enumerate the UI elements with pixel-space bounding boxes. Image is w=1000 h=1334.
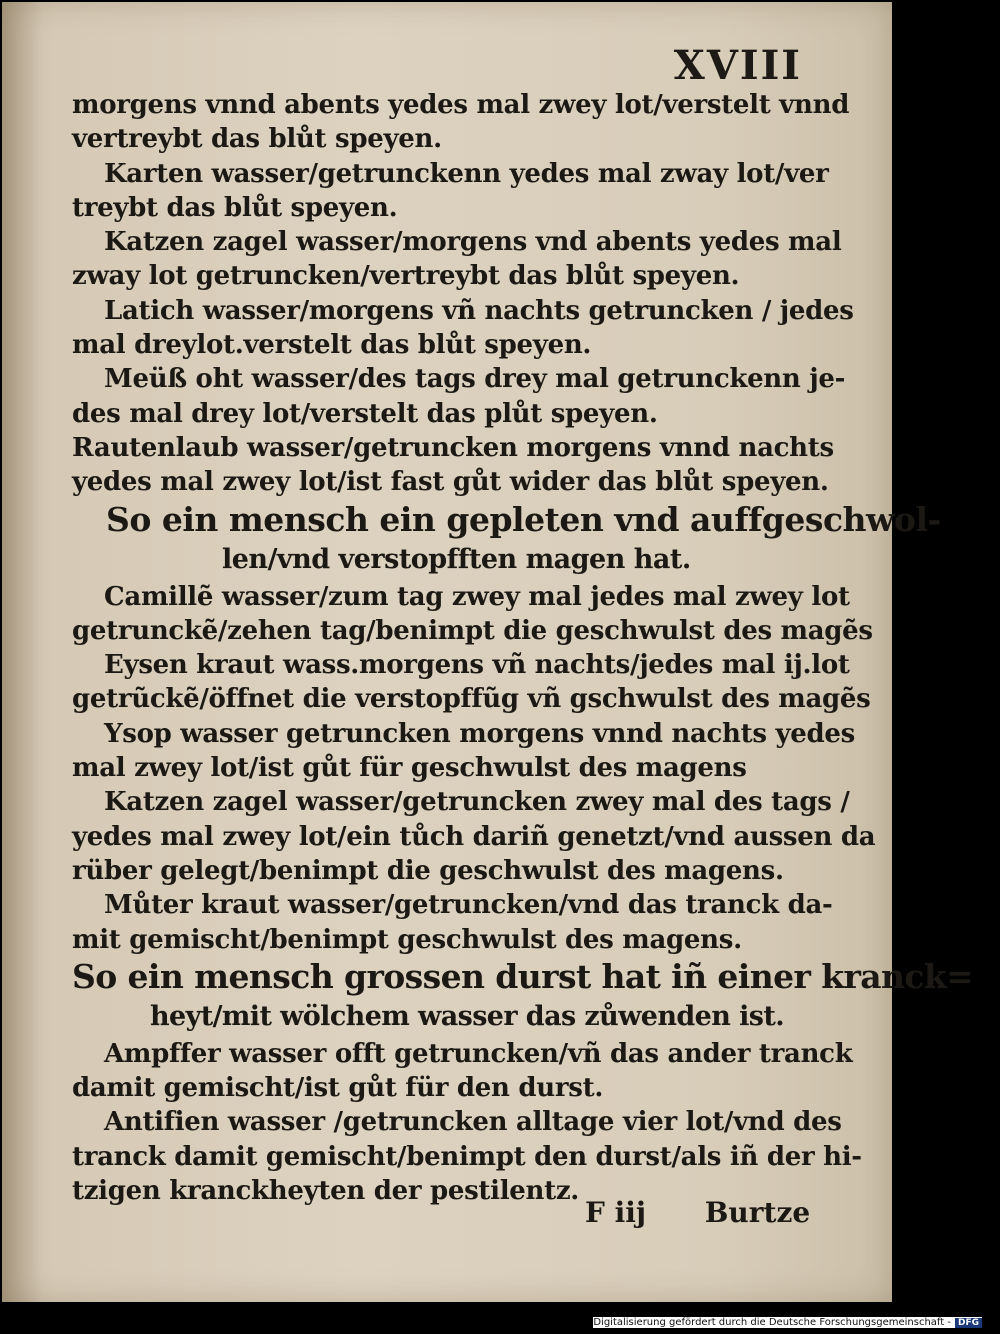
- text-line: Katzen zagel wasser/morgens vnd abents yedes mal: [104, 227, 842, 258]
- book-page: [2, 2, 974, 1302]
- text-line: Karten wasser/getrunckenn yedes mal zway lot/ver: [104, 158, 829, 189]
- text-line: mal zwey lot/ist gůt für geschwulst des magens: [72, 753, 747, 784]
- section-heading-stomach: [72, 499, 941, 575]
- digitization-credit: [593, 1317, 982, 1328]
- heading-line: len/vnd verstopfften magen hat.: [222, 543, 691, 575]
- catchword: Burtze: [704, 1196, 811, 1229]
- heading-line: So ein mensch grossen durst hat iñ einer kranck=: [72, 956, 974, 996]
- heading-line: So ein mensch ein gepleten vnd auffgeschwol-: [106, 499, 941, 539]
- credit-text: Digitalisierung gefördert durch die Deutsche Forschungsgemeinschaft -: [593, 1317, 951, 1328]
- text-line: Katzen zagel wasser/getruncken zwey mal des tags /: [104, 787, 850, 818]
- text-line: zway lot getruncken/vertreybt das blůt speyen.: [72, 261, 740, 292]
- text-line: mit gemischt/benimpt geschwulst des magens.: [72, 924, 742, 955]
- text-line: yedes mal zwey lot/ein tůch dariñ genetzt/vnd aussen da: [72, 821, 876, 852]
- text-line: treybt das blůt speyen.: [72, 192, 398, 223]
- text-line: getrũckẽ/öffnet die verstopffũg vñ gschwulst des magẽs: [72, 684, 871, 715]
- page-text: [72, 88, 974, 1208]
- text-line: Ysop wasser getruncken morgens vnnd nachts yedes: [104, 718, 855, 749]
- text-line: Rautenlaub wasser/getruncken morgens vnnd nachts: [72, 432, 834, 463]
- text-line: Můter kraut wasser/getruncken/vnd das tranck da-: [104, 890, 833, 921]
- text-line: getrunckẽ/zehen tag/benimpt die geschwulst des magẽs: [72, 615, 873, 646]
- section-heading-thirst: [72, 956, 974, 1037]
- text-line: des mal drey lot/verstelt das plůt speyen.: [72, 398, 658, 429]
- heading-line: heyt/mit wölchem wasser das zůwenden ist.: [150, 1000, 784, 1032]
- text-line: Camillẽ wasser/zum tag zwey mal jedes mal zwey lot: [104, 581, 850, 612]
- text-line: vertreybt das blůt speyen.: [72, 124, 442, 155]
- text-line: tzigen kranckheyten der pestilentz.: [72, 1176, 580, 1207]
- text-line: damit gemischt/ist gůt für den durst.: [72, 1073, 604, 1104]
- text-block-stomach: [72, 580, 876, 957]
- text-line: morgens vnnd abents yedes mal zwey lot/verstelt vnnd: [72, 90, 850, 120]
- text-line: yedes mal zwey lot/ist fast gůt wider das blůt speyen.: [72, 467, 829, 498]
- text-block-thirst: [72, 1037, 862, 1208]
- text-line: Ampffer wasser offt getruncken/vñ das ander tranck: [104, 1038, 853, 1069]
- text-line: Latich wasser/morgens vñ nachts getruncken / jedes: [104, 295, 854, 326]
- text-line: Eysen kraut wass.morgens vñ nachts/jedes mal ij.lot: [104, 650, 850, 681]
- text-line: mal dreylot.verstelt das blůt speyen.: [72, 330, 592, 361]
- text-line: Antifien wasser /getruncken alltage vier lot/vnd des: [104, 1107, 842, 1138]
- dfg-logo: DFG: [955, 1318, 982, 1328]
- folio-number: XVIII: [673, 42, 802, 89]
- text-line: rüber gelegt/benimpt die geschwulst des magens.: [72, 855, 784, 886]
- page-bottom-line: [585, 1196, 815, 1229]
- signature-mark: F iij: [585, 1196, 647, 1229]
- text-block-blood: [72, 88, 854, 500]
- text-line: Meüß oht wasser/des tags drey mal getrunckenn je-: [104, 364, 846, 395]
- text-line: tranck damit gemischt/benimpt den durst/als iñ der hi-: [72, 1141, 862, 1172]
